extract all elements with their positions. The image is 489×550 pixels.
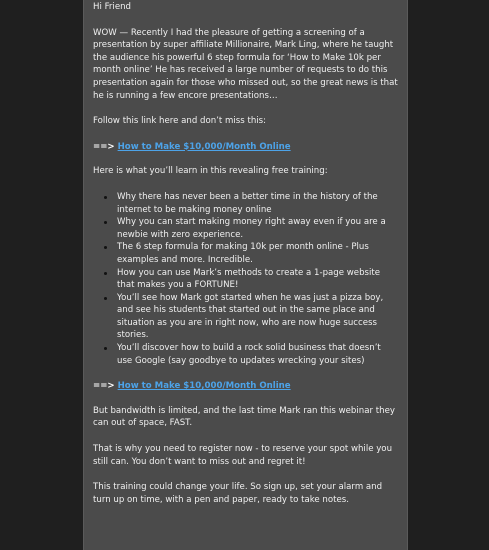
follow-text: Follow this link here and don’t miss this: xyxy=(93,116,267,127)
bullet-icon xyxy=(104,221,107,224)
list-item xyxy=(103,292,398,342)
list-item-text: The 6 step formula for making 10k per month online - Plus examples and more. Incredible. xyxy=(117,242,369,265)
bullet-icon xyxy=(104,272,107,275)
link-line-bottom xyxy=(93,380,398,393)
list-item-text: You’ll discover how to build a rock solid business that doesn’t use Google (say goodbye to updates wrecking your sites) xyxy=(117,343,381,366)
register-paragraph: That is why you need to register now - to reserve your spot while you still can. You don’t want to miss out and regret it! xyxy=(93,444,393,467)
arrow-text: ==> xyxy=(93,141,115,152)
bullet-icon xyxy=(104,246,107,249)
list-item xyxy=(103,216,398,241)
bullet-icon xyxy=(104,196,107,199)
bullet-icon xyxy=(104,297,107,300)
bullet-icon xyxy=(104,347,107,350)
list-item xyxy=(103,342,398,367)
list-item-text: Why you can start making money right away even if you are a newbie with zero experience. xyxy=(117,217,386,240)
webinar-link-bottom[interactable]: How to Make $10,000/Month Online xyxy=(117,381,291,392)
greeting: Hi Friend xyxy=(93,2,132,12)
list-item-text: Why there has never been a better time in the history of the internet to be making money online xyxy=(117,191,378,215)
list-item-text: You’ll see how Mark got started when he was just a pizza boy, and see his students that started out in the same place and situation as you are in right now, who are now huge success stories. xyxy=(117,292,384,341)
list-item xyxy=(103,267,398,292)
webinar-link-top[interactable]: How to Make $10,000/Month Online xyxy=(117,141,291,152)
email-body xyxy=(83,0,408,550)
closing-paragraph: This training could change your life. So sign up, set your alarm and turn up on time, with a pen and paper, ready to take notes. xyxy=(93,482,383,505)
arrow-text: ==> xyxy=(93,381,115,392)
learn-intro: Here is what you’ll learn in this revealing free training: xyxy=(93,166,328,177)
benefit-list xyxy=(93,191,398,367)
list-item-text: How you can use Mark’s methods to create a 1-page website that makes you a FORTUNE! xyxy=(117,267,381,291)
intro-paragraph: WOW — Recently I had the pleasure of getting a screening of a presentation by super affiliate Millionaire, Mark Ling, where he taught the audience his powerful 6 step formula for ‘How to Make 10k per month online’ He has received a large number of requests to do this presentation again for those who missed out, so the great news is that he is running a few encore presentations… xyxy=(93,27,398,101)
list-item xyxy=(103,241,398,266)
list-item xyxy=(103,191,398,216)
link-line-top xyxy=(93,141,398,154)
bandwidth-paragraph: But bandwidth is limited, and the last time Mark ran this webinar they can out of space, FAST. xyxy=(93,405,395,429)
